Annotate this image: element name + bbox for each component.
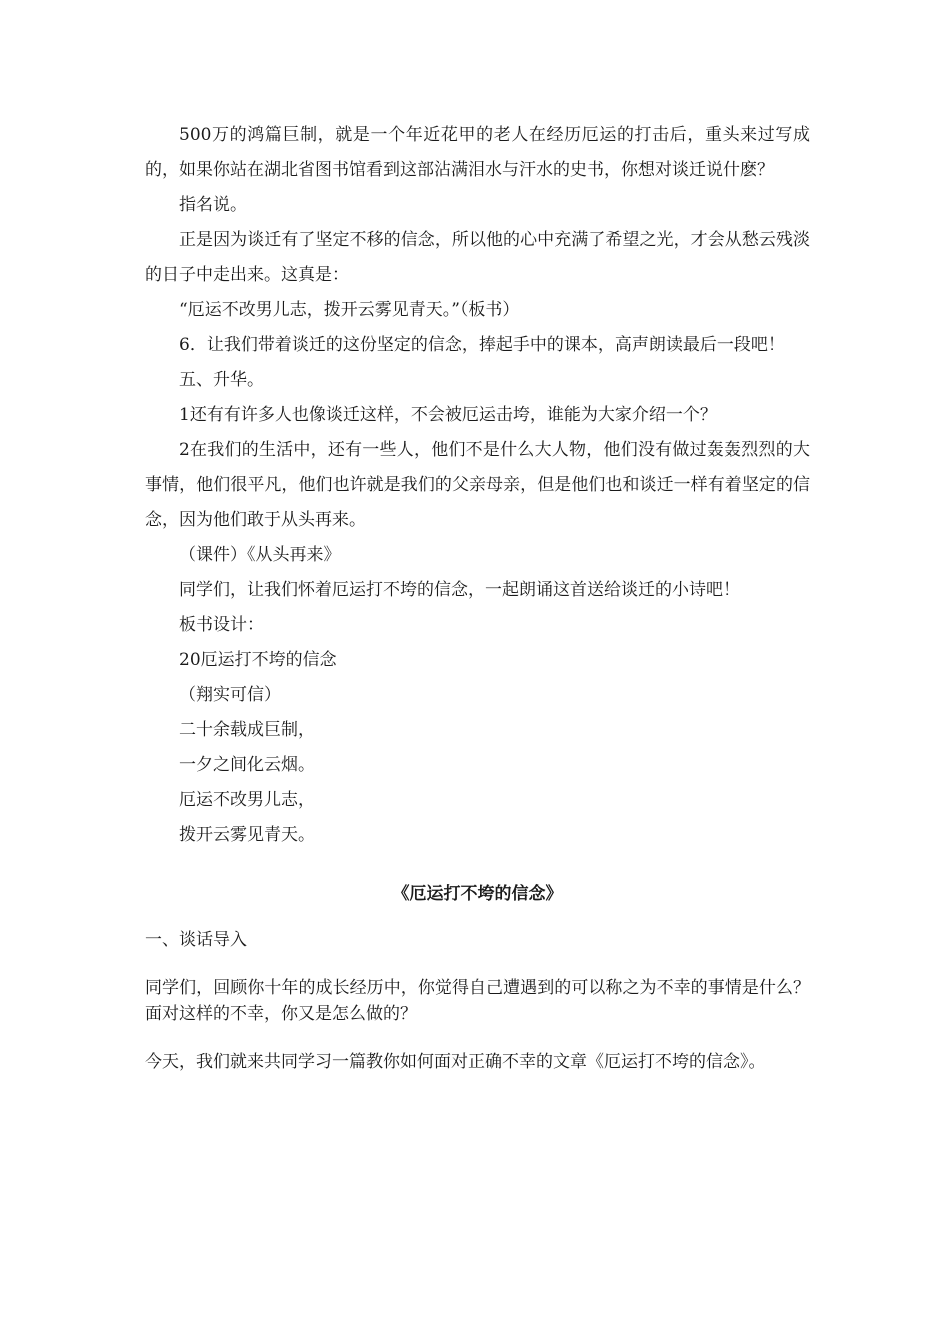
document-page — [145, 118, 810, 1075]
poem-line-3: 厄运不改男儿志， — [179, 790, 315, 810]
paragraph-1: 500万的鸿篇巨制，就是一个年近花甲的老人在经历厄运的打击后，重头来过写成的，如果你站在湖北省图书馆看到这部沾满泪水与汗水的史书，你想对谈迁说什麽？ — [145, 125, 810, 180]
paragraph-8: 2在我们的生活中，还有一些人，他们不是什么大人物，他们没有做过轰轰烈烈的大事情，他们很平凡，他们也许就是我们的父亲母亲，但是他们也和谈迁一样有着坚定的信念，因为他们敢于从头再来。 — [145, 440, 810, 530]
paragraph-7: 1还有有许多人也像谈迁这样，不会被厄运击垮，谁能为大家介绍一个？ — [179, 405, 717, 425]
paragraph-11: 板书设计： — [179, 615, 264, 635]
paragraph-10: 同学们，让我们怀着厄运打不垮的信念，一起朗诵这首送给谈迁的小诗吧！ — [179, 580, 740, 600]
section-heading: 一、谈话导入 — [145, 930, 247, 950]
poem-line-4: 拨开云雾见青天。 — [179, 825, 315, 845]
paragraph-6: 五、升华。 — [179, 370, 264, 390]
paragraph-2: 指名说。 — [179, 195, 247, 215]
intro-paragraph-2: 今天，我们就来共同学习一篇教你如何面对正确不幸的文章《厄运打不垮的信念》。 — [145, 1052, 766, 1072]
paragraph-3: 正是因为谈迁有了坚定不移的信念，所以他的心中充满了希望之光，才会从愁云残淡的日子中走出来。这真是： — [145, 230, 810, 285]
paragraph-4: “厄运不改男儿志，拨开云雾见青天。”（板书） — [179, 300, 520, 320]
paragraph-9: （课件）《从头再来》 — [179, 545, 341, 565]
paragraph-12: 20厄运打不垮的信念 — [179, 650, 337, 670]
lesson-title: 《厄运打不垮的信念》 — [392, 884, 563, 904]
paragraph-5: 6．让我们带着谈迁的这份坚定的信念，捧起手中的课本，高声朗读最后一段吧！ — [179, 335, 785, 355]
paragraph-13: （翔实可信） — [179, 685, 281, 705]
intro-paragraph-1: 同学们，回顾你十年的成长经历中，你觉得自己遭遇到的可以称之为不幸的事情是什么？面对这样的不幸，你又是怎么做的？ — [145, 978, 810, 1024]
poem-line-2: 一夕之间化云烟。 — [179, 755, 315, 775]
poem-line-1: 二十余载成巨制， — [179, 720, 315, 740]
